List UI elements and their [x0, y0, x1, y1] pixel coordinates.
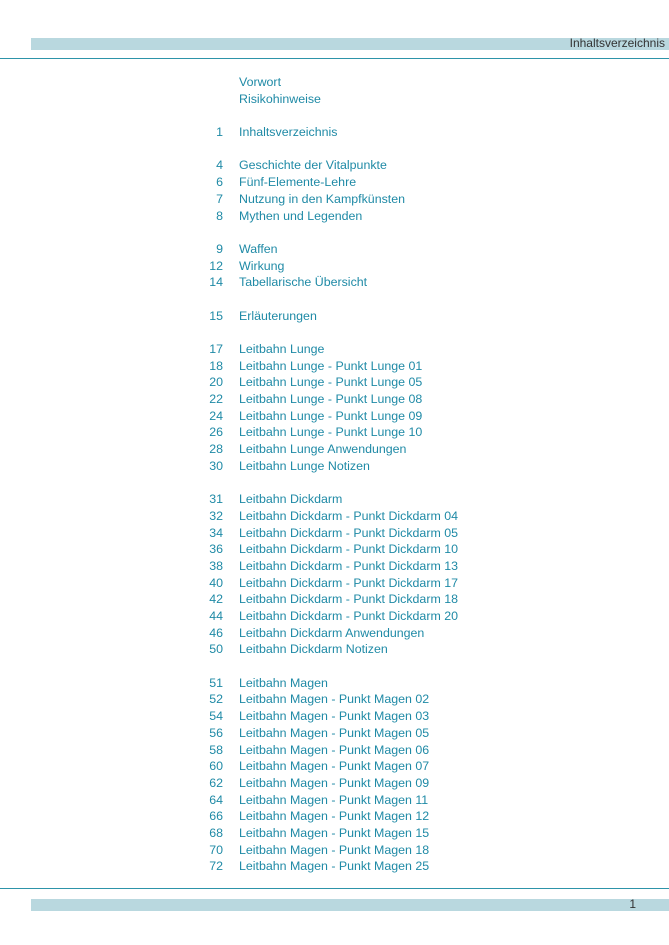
toc-entry-title: Erläuterungen	[239, 308, 317, 323]
toc-entry-title: Leitbahn Magen	[239, 675, 328, 690]
toc-entry[interactable]	[0, 641, 669, 658]
toc-page-number: 58	[209, 742, 223, 757]
toc-entry[interactable]	[0, 625, 669, 642]
toc-page-number: 6	[216, 175, 223, 190]
toc-entry-title: Leitbahn Magen - Punkt Magen 15	[239, 825, 430, 840]
toc-entry-title: Leitbahn Lunge	[239, 342, 325, 356]
toc-page-number: 52	[209, 692, 223, 707]
toc-page-number: 32	[209, 508, 223, 523]
toc-entry[interactable]	[0, 675, 669, 692]
toc-page-number: 54	[209, 709, 223, 724]
toc-page-number: 9	[216, 241, 223, 256]
toc-group-spacer	[0, 141, 669, 158]
toc-entry[interactable]	[0, 708, 669, 725]
toc-entry-title: Leitbahn Magen - Punkt Magen 12	[239, 809, 430, 824]
toc-entry[interactable]	[0, 525, 669, 542]
toc-page-number: 60	[209, 759, 223, 774]
toc-page-number: 18	[209, 358, 223, 373]
toc-page-number: 17	[209, 342, 223, 356]
toc-page-number: 42	[209, 592, 223, 607]
toc-page-number: 7	[216, 191, 223, 206]
toc-page-number: 8	[216, 208, 223, 223]
toc-page-number: 62	[209, 775, 223, 790]
toc-entry[interactable]	[0, 458, 669, 475]
toc-entry[interactable]	[0, 308, 669, 325]
toc-page-number: 70	[209, 842, 223, 857]
toc-page-number: 34	[209, 525, 223, 540]
toc-page-number: 20	[209, 375, 223, 390]
toc-page-number: 31	[209, 492, 223, 507]
toc-entry-title: Leitbahn Dickdarm Notizen	[239, 642, 388, 657]
toc-entry-title: Tabellarische Übersicht	[239, 275, 368, 290]
toc-page-number: 50	[209, 642, 223, 657]
toc-page-number: 68	[209, 825, 223, 840]
toc-group-spacer	[0, 658, 669, 675]
toc-entry-title: Leitbahn Dickdarm - Punkt Dickdarm 20	[239, 609, 458, 623]
toc-entry-title: Inhaltsverzeichnis	[239, 125, 338, 140]
toc-entry[interactable]	[0, 358, 669, 375]
toc-entry-title: Leitbahn Lunge Anwendungen	[239, 442, 407, 457]
toc-entry[interactable]	[0, 792, 669, 809]
toc-entry[interactable]	[0, 491, 669, 508]
toc-entry-title: Leitbahn Dickdarm	[239, 492, 343, 507]
toc-page-number: 28	[209, 442, 223, 457]
toc-entry-title: Leitbahn Dickdarm - Punkt Dickdarm 18	[239, 592, 458, 607]
toc-entry-title: Leitbahn Magen - Punkt Magen 06	[239, 742, 430, 757]
toc-page-number: 24	[209, 408, 223, 423]
toc-entry[interactable]	[0, 391, 669, 408]
toc-entry-title: Leitbahn Dickdarm Anwendungen	[239, 625, 425, 640]
toc-entry[interactable]	[0, 174, 669, 191]
toc-page-number: 4	[216, 158, 223, 173]
toc-entry-title: Leitbahn Lunge - Punkt Lunge 09	[239, 408, 423, 423]
toc-entry-title: Leitbahn Magen - Punkt Magen 07	[239, 759, 430, 774]
toc-page-number: 36	[209, 542, 223, 557]
toc-entry[interactable]	[0, 258, 669, 275]
toc-entry[interactable]	[0, 74, 669, 91]
toc-page-number: 38	[209, 558, 223, 573]
toc-entry-title: Leitbahn Lunge - Punkt Lunge 01	[239, 358, 423, 373]
toc-entry-title: Leitbahn Dickdarm - Punkt Dickdarm 13	[239, 558, 458, 573]
toc-entry-title: Waffen	[239, 241, 278, 256]
toc-entry[interactable]	[0, 558, 669, 575]
footer-rule	[0, 888, 669, 889]
toc-page-number: 14	[209, 275, 223, 290]
toc-page-number: 15	[209, 308, 223, 323]
toc-entry[interactable]	[0, 541, 669, 558]
toc-entry[interactable]	[0, 241, 669, 258]
toc-entry[interactable]	[0, 758, 669, 775]
toc-entry[interactable]	[0, 441, 669, 458]
toc-entry[interactable]	[0, 408, 669, 425]
toc-group-spacer	[0, 224, 669, 241]
toc-entry[interactable]	[0, 725, 669, 742]
toc-entry-title: Geschichte der Vitalpunkte	[239, 158, 387, 173]
toc-entry[interactable]	[0, 808, 669, 825]
toc-entry-title: Vorwort	[239, 75, 282, 89]
toc-entry-title: Wirkung	[239, 258, 285, 273]
toc-entry-title: Leitbahn Magen - Punkt Magen 25	[239, 859, 430, 874]
toc-page-number: 1	[216, 125, 223, 140]
toc-entry[interactable]	[0, 91, 669, 108]
toc-entry-title: Leitbahn Magen - Punkt Magen 18	[239, 842, 430, 857]
toc-entry[interactable]	[0, 208, 669, 225]
toc-page-number: 22	[209, 392, 223, 407]
footer-band	[31, 899, 669, 911]
toc-page-number: 30	[209, 458, 223, 473]
toc-entry-title: Leitbahn Magen - Punkt Magen 03	[239, 709, 430, 724]
toc-entry-title: Leitbahn Magen - Punkt Magen 11	[239, 792, 429, 807]
toc-entry-title: Leitbahn Magen - Punkt Magen 09	[239, 775, 430, 790]
toc-page-number: 40	[209, 575, 223, 590]
toc-entry[interactable]	[0, 424, 669, 441]
toc-entry[interactable]	[0, 591, 669, 608]
toc-entry-title: Leitbahn Lunge - Punkt Lunge 08	[239, 392, 423, 407]
toc-page-number: 64	[209, 792, 223, 807]
toc-entry[interactable]	[0, 575, 669, 592]
toc-entry[interactable]	[0, 191, 669, 208]
toc-entry[interactable]	[0, 825, 669, 842]
toc-group-spacer	[0, 324, 669, 341]
toc-entry[interactable]	[0, 842, 669, 859]
toc-page-number: 56	[209, 725, 223, 740]
page-number: 1	[629, 897, 636, 911]
toc-page-number: 44	[209, 609, 223, 623]
toc-entry-title: Leitbahn Dickdarm - Punkt Dickdarm 17	[239, 575, 458, 590]
page-title: Inhaltsverzeichnis	[569, 36, 665, 50]
toc-entry[interactable]	[0, 608, 669, 625]
toc-entry[interactable]	[0, 124, 669, 141]
toc-group-spacer	[0, 291, 669, 308]
toc-group-spacer	[0, 107, 669, 124]
toc-page-number: 12	[209, 258, 223, 273]
toc-entry-title: Fünf-Elemente-Lehre	[239, 175, 357, 190]
toc-entry[interactable]	[0, 775, 669, 792]
toc-entry-title: Leitbahn Magen - Punkt Magen 05	[239, 725, 430, 740]
header-rule	[0, 58, 669, 59]
toc-entry[interactable]	[0, 508, 669, 525]
toc-entry[interactable]	[0, 374, 669, 391]
toc-entry[interactable]	[0, 858, 669, 875]
toc-page-number: 51	[209, 675, 223, 690]
toc-entry-title: Leitbahn Dickdarm - Punkt Dickdarm 04	[239, 508, 458, 523]
toc-entry-title: Leitbahn Dickdarm - Punkt Dickdarm 05	[239, 525, 458, 540]
toc-entry-title: Leitbahn Lunge Notizen	[239, 458, 370, 473]
toc-entry-title: Nutzung in den Kampfkünsten	[239, 191, 406, 206]
toc-page-number: 66	[209, 809, 223, 824]
toc-entry[interactable]	[0, 742, 669, 759]
toc-entry-title: Risikohinweise	[239, 91, 321, 106]
toc-entry-title: Mythen und Legenden	[239, 208, 363, 223]
toc-entry-title: Leitbahn Magen - Punkt Magen 02	[239, 692, 430, 707]
toc-entry[interactable]	[0, 274, 669, 291]
toc-page-number: 72	[209, 859, 223, 874]
toc-group-spacer	[0, 475, 669, 492]
toc-entry-title: Leitbahn Lunge - Punkt Lunge 10	[239, 425, 423, 440]
toc-entry[interactable]	[0, 157, 669, 174]
toc-page-number: 26	[209, 425, 223, 440]
toc-page-number: 46	[209, 625, 223, 640]
toc-entry[interactable]	[0, 341, 669, 358]
toc-entry-title: Leitbahn Lunge - Punkt Lunge 05	[239, 375, 423, 390]
toc-entry[interactable]	[0, 691, 669, 708]
toc-entry-title: Leitbahn Dickdarm - Punkt Dickdarm 10	[239, 542, 458, 557]
table-of-contents	[0, 74, 669, 875]
